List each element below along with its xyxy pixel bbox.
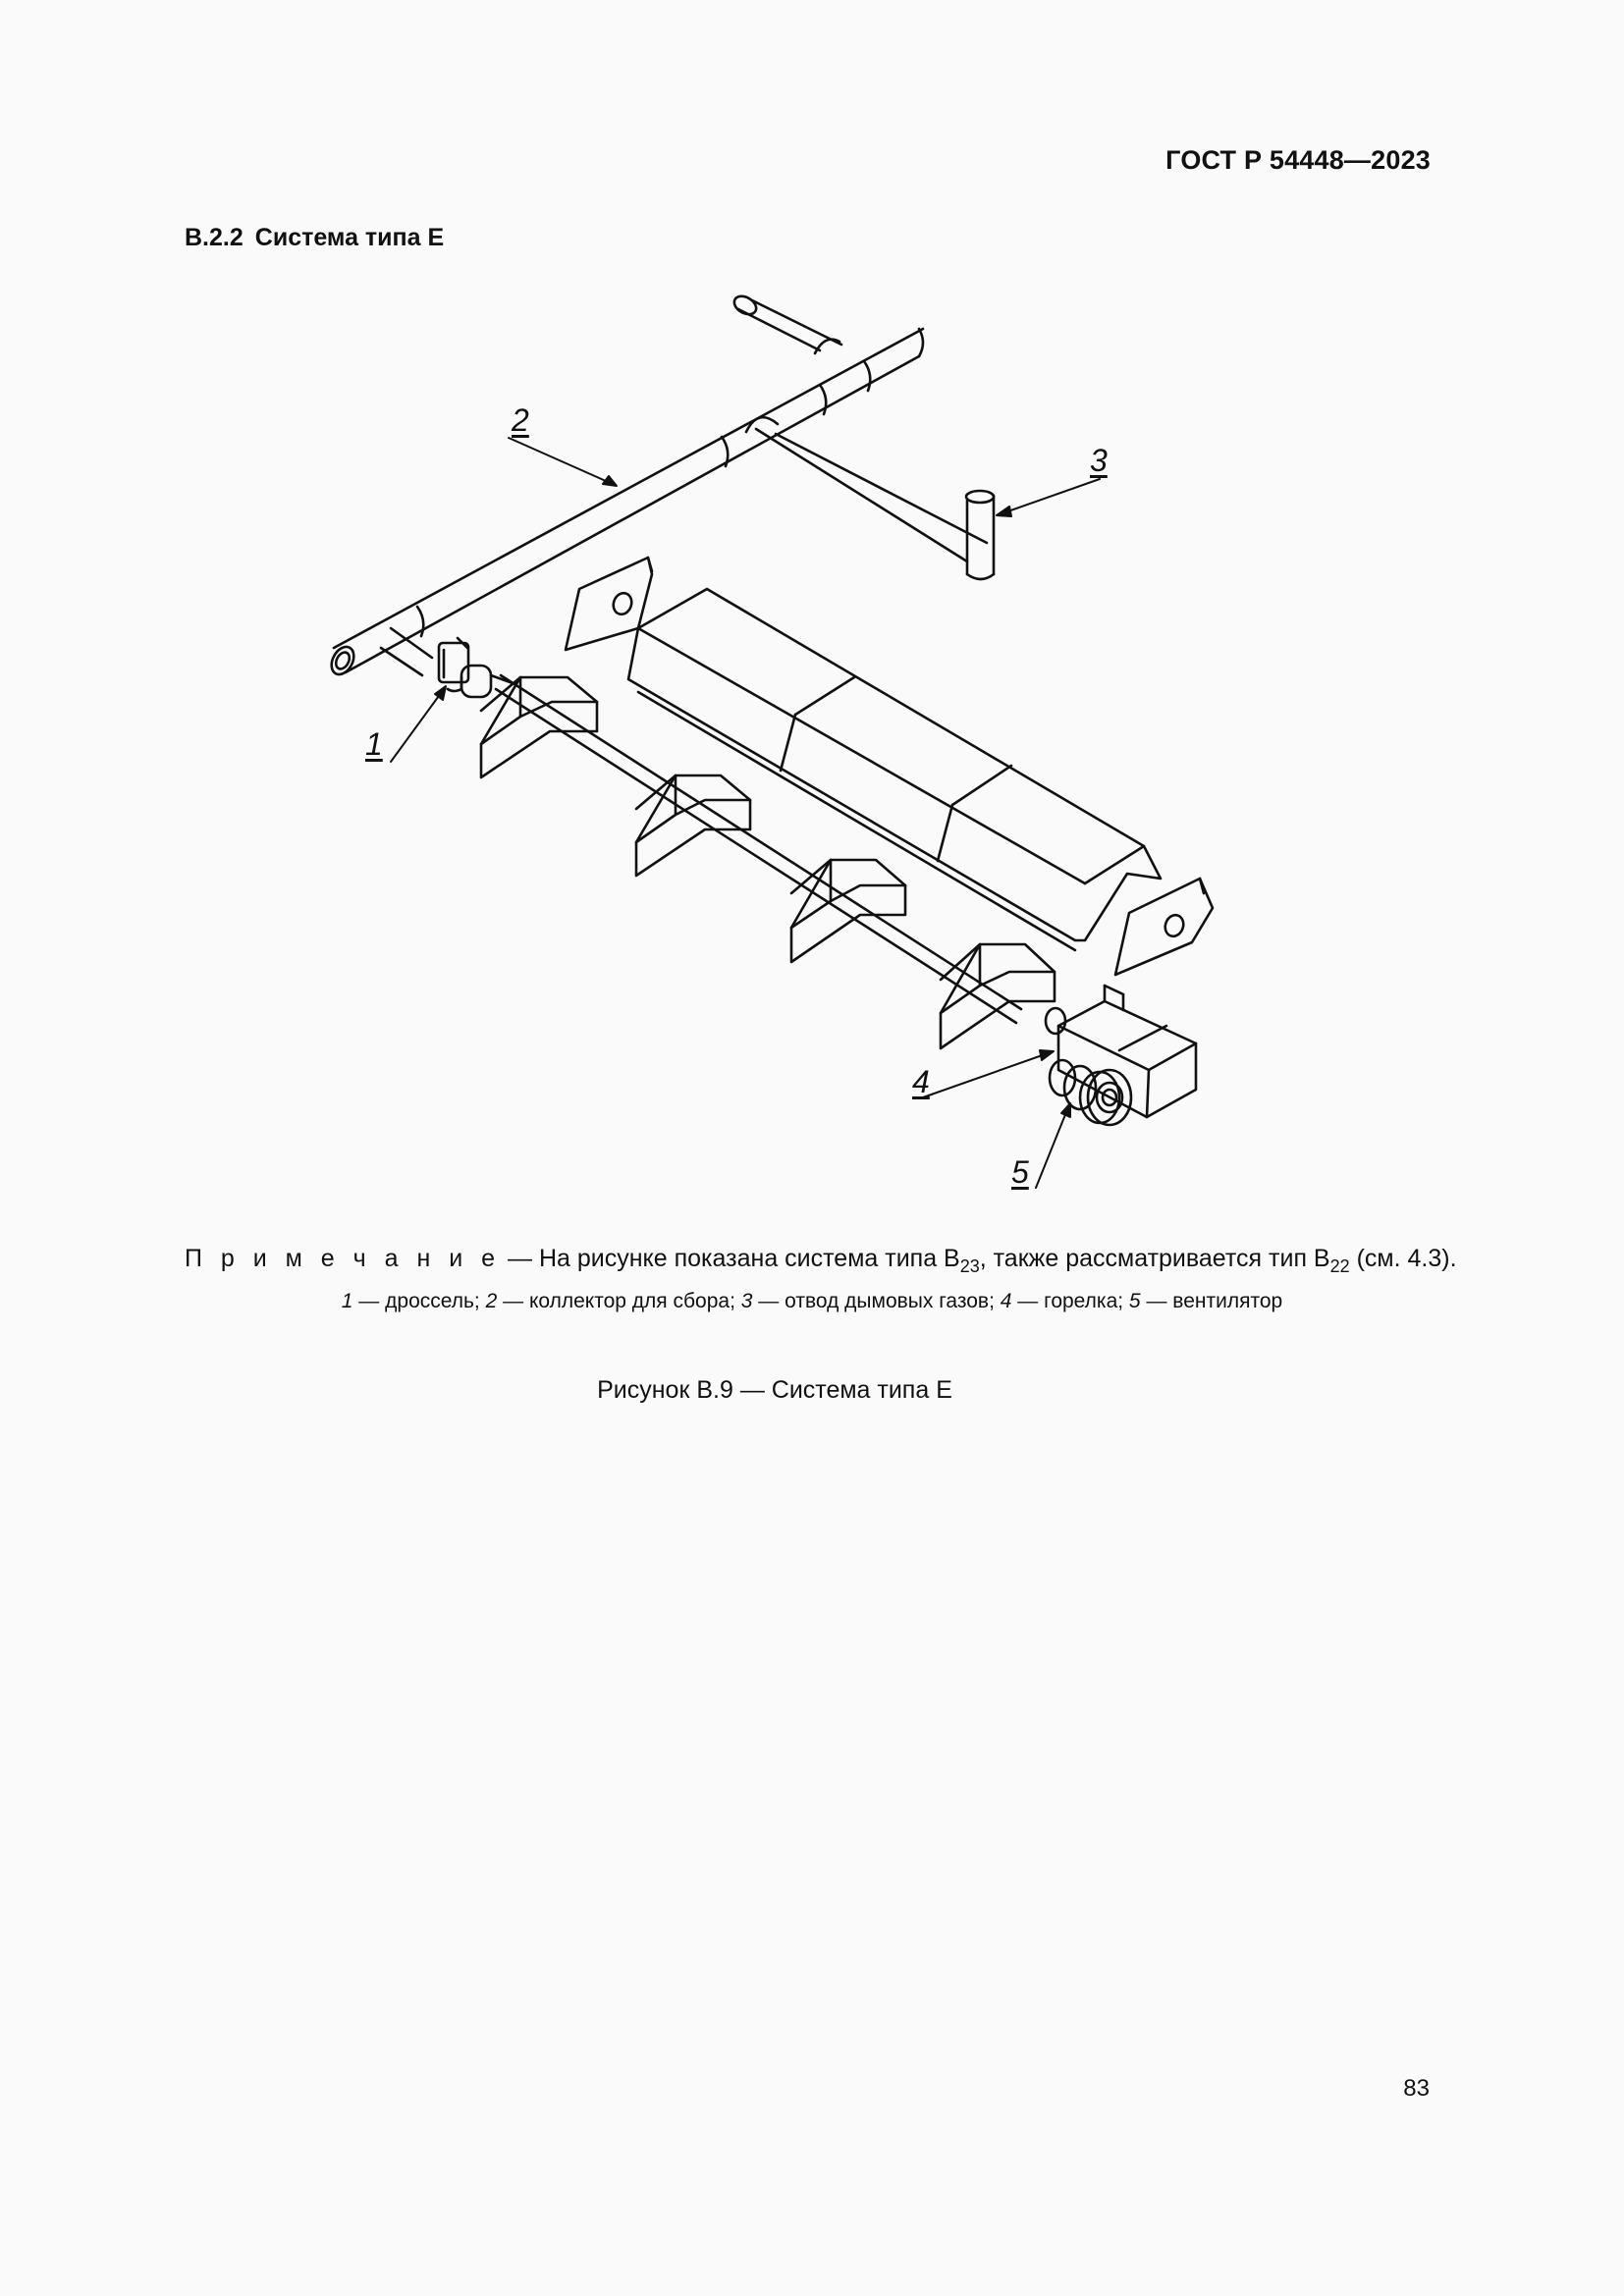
fan-unit <box>1050 1060 1131 1125</box>
section-number: В.2.2 <box>185 224 244 251</box>
note-label: П р и м е ч а н и е <box>185 1245 502 1272</box>
support-bracket-3 <box>791 860 905 962</box>
figure-caption: Рисунок В.9 — Система типа Е <box>597 1376 952 1404</box>
legend-number: 1 <box>341 1290 353 1312</box>
callout-2: 2 <box>512 402 529 438</box>
note-subscript-b: 22 <box>1329 1256 1350 1276</box>
note-text-a: — На рисунке показана система типа В <box>508 1245 960 1272</box>
callout-1: 1 <box>365 726 383 762</box>
legend-number: 5 <box>1128 1290 1141 1312</box>
legend-text: — дроссель; <box>352 1290 486 1312</box>
end-plate-right <box>1115 879 1213 975</box>
note-text-c: (см. 4.3). <box>1349 1245 1457 1272</box>
legend-number: 2 <box>485 1290 498 1312</box>
callout-5: 5 <box>1011 1154 1029 1190</box>
legend-number: 3 <box>740 1290 753 1312</box>
figure-note <box>185 1245 1457 1277</box>
callout-3: 3 <box>1090 443 1108 478</box>
legend-text: — горелка; <box>1011 1290 1129 1312</box>
legend-text: — отвод дымовых газов; <box>752 1290 1001 1312</box>
page-number: 83 <box>1403 2075 1430 2102</box>
legend-text: — коллектор для сбора; <box>497 1290 741 1312</box>
section-title: Система типа Е <box>254 224 445 251</box>
upper-stub-pipe <box>731 293 841 353</box>
throttle-valve <box>381 628 515 697</box>
legend-text: — вентилятор <box>1140 1290 1283 1312</box>
support-bracket-4 <box>941 944 1055 1048</box>
note-text-b: , также рассматривается тип В <box>979 1245 1330 1272</box>
note-subscript-a: 23 <box>959 1256 980 1276</box>
burner-unit <box>1046 986 1196 1117</box>
figure-legend <box>0 1290 1624 1313</box>
legend-number: 4 <box>1000 1290 1012 1312</box>
end-plate-left <box>566 558 652 650</box>
reflector-hood <box>628 589 1161 950</box>
callout-4: 4 <box>912 1064 930 1099</box>
collector-pipe <box>327 329 923 678</box>
document-code: ГОСТ Р 54448—2023 <box>1165 145 1431 175</box>
flue-outlet-pipe <box>746 417 994 579</box>
